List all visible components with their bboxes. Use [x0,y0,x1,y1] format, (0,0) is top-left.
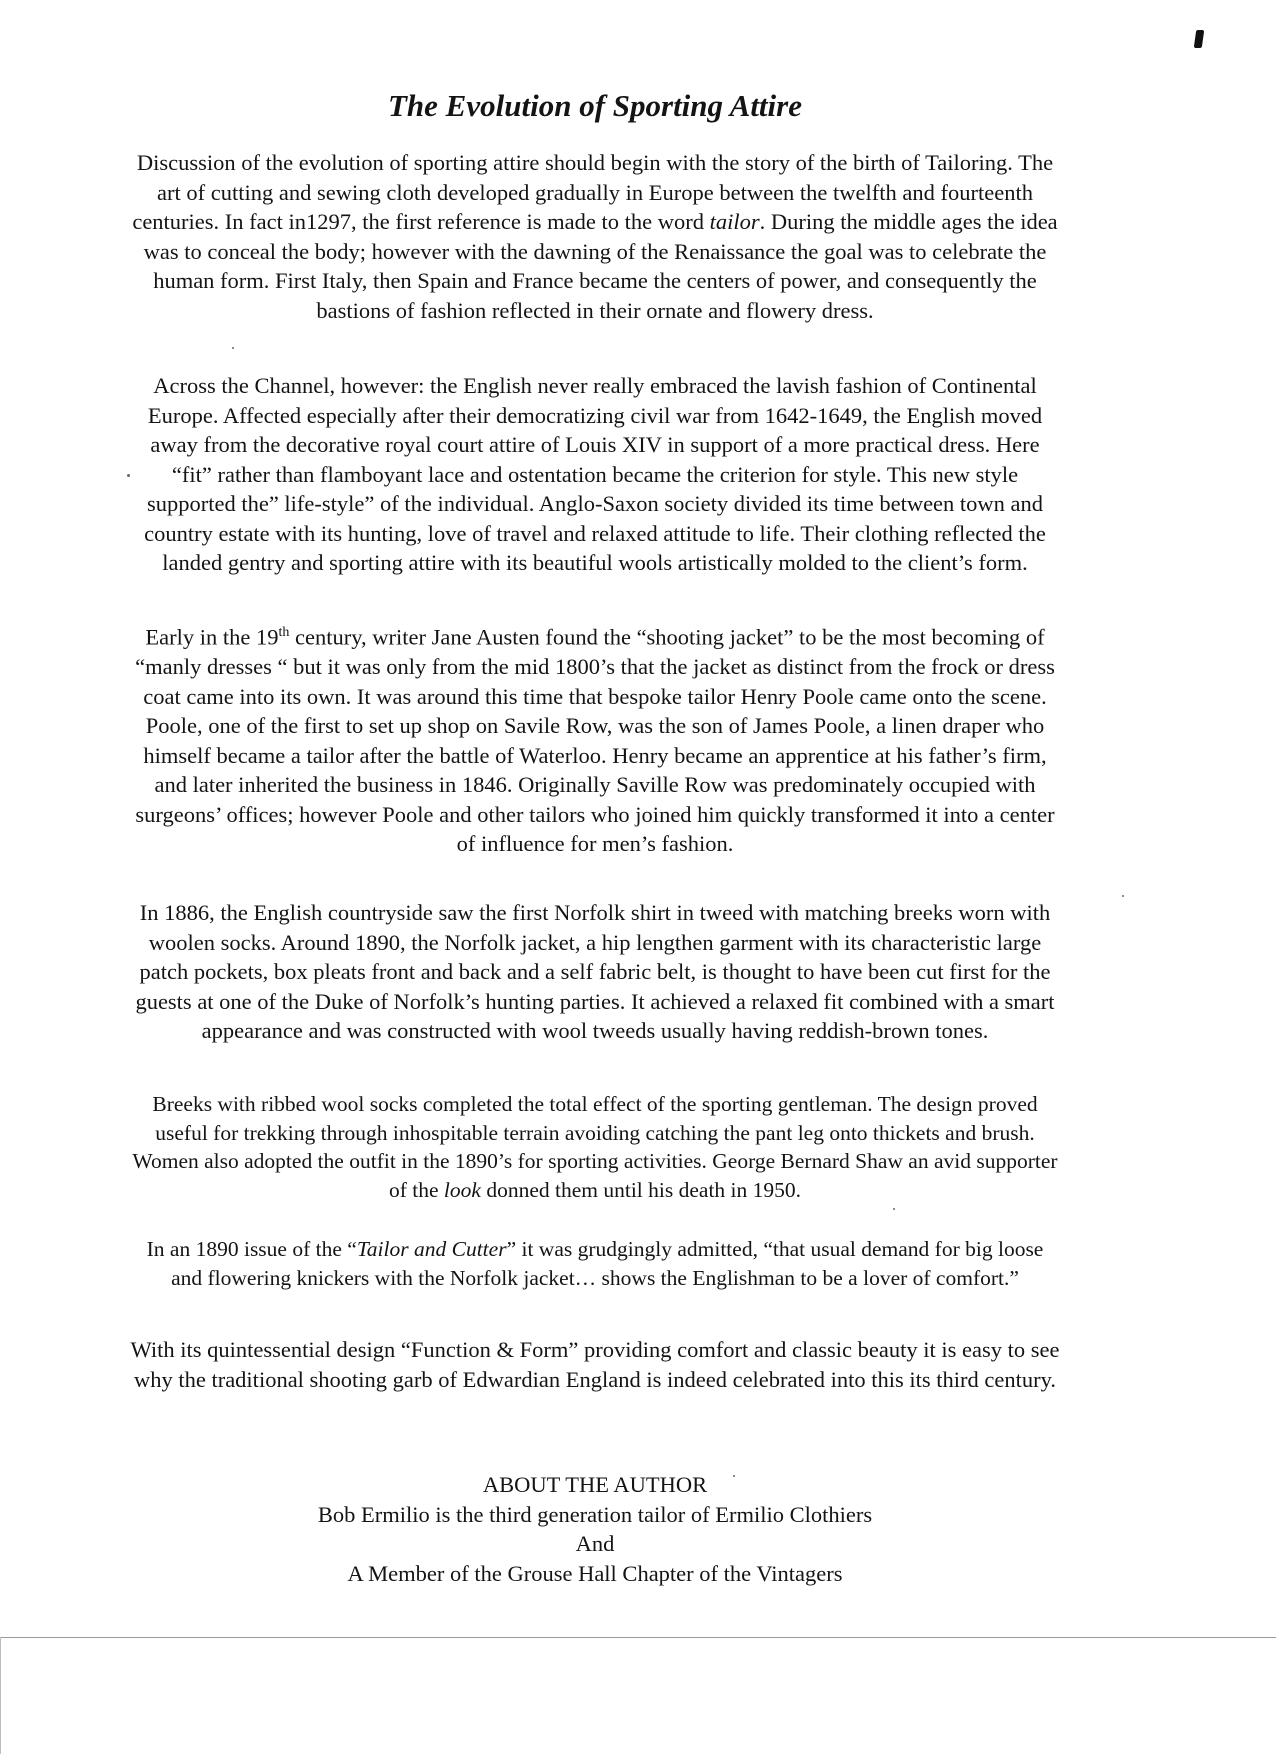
paragraph-1 [130,148,1060,325]
paragraph-6-emphasis: Tailor and Cutter [356,1237,507,1261]
paragraph-5-emphasis: look [443,1177,481,1202]
paragraph-2: Across the Channel, however: the English never really embraced the lavish fashion of Continental Europe. Affected especially after their democratizing civil war from 1642-1649, the English moved away from the decorative royal court attire of Louis XIV in support of a more practical dress. Here “fit” rather than flamboyant lace and ostentation became the criterion for style. This new style supported the” life-style” of the individual. Anglo-Saxon society divided its time between town and country estate with its hunting, love of travel and relaxed attitude to life. Their clothing reflected the landed gentry and sporting attire with its beautiful wools artistically molded to the client’s form. [144,373,1046,575]
paragraph-5-text-a: Breeks with ribbed wool socks completed the total effect of the sporting gentleman. The design proved useful for trekking through inhospitable terrain avoiding catching the pant leg onto thickets and brush. Women also adopted the outfit in the 1890’s for sporting activities. George Bernard Shaw an avid supporter of the [132,1092,1058,1202]
paragraph-1-text-b: . During the middle ages the idea was to conceal the body; however with the dawning of the Renaissance the goal was to celebrate the human form. First Italy, then Spain and France became the centers of power, and consequently the bastions of fashion reflected in their ornate and flowery dress. [143,209,1058,323]
scan-speck [893,1208,895,1210]
about-heading: ABOUT THE AUTHOR [482,1472,708,1497]
scan-speck [1122,895,1124,897]
scan-edge-line [0,1637,1276,1638]
paragraph-1-emphasis: tailor [709,209,760,234]
scan-speck [232,347,234,349]
paragraph-3-text-a: Early in the 19 [145,624,279,650]
scan-speck [733,1475,735,1477]
paragraph-5-text-b: donned them until his death in 1950. [480,1177,802,1202]
paragraph-7: With its quintessential design “Function & Form” providing comfort and classic beauty it is easy to see why the traditional shooting garb of Edwardian England is indeed celebrated into this its third century. [130,1337,1060,1392]
paragraph-3 [130,618,1060,859]
paragraph-6-text-a: In an 1890 issue of the “ [146,1237,357,1261]
paragraph-3-superscript: th [278,625,290,640]
about-line-2: And [575,1531,615,1556]
paragraph-6 [140,1235,1050,1292]
about-line-1: Bob Ermilio is the third generation tailor of Ermilio Clothiers [317,1501,873,1527]
paragraph-6-text-b: ” it was grudgingly admitted, “that usual demand for big loose and flowering knickers with the Norfolk jacket… shows the Englishman to be a lover of comfort.” [171,1237,1044,1290]
article-title: The Evolution of Sporting Attire [388,88,802,123]
paragraph-3-text-b: century, writer Jane Austen found the “shooting jacket” to be the most becoming of “manly dresses “ but it was only from the mid 1800’s that the jacket as distinct from the frock or dress coat came into its own. It was around this time that bespoke tailor Henry Poole came onto the scene. Poole, one of the first to set up shop on Savile Row, was the son of James Poole, a linen draper who himself became a tailor after the battle of Waterloo. Henry became an apprentice at his father’s firm, and later inherited the business in 1846. Originally Saville Row was predominately occupied with surgeons’ offices; however Poole and other tailors who joined him quickly transformed it into a center of influence for men’s fashion. [135,624,1055,856]
paragraph-1-text-a: Discussion of the evolution of sporting attire should begin with the story of the birth of Tailoring. The art of cutting and sewing cloth developed gradually in Europe between the twelfth and fourteenth centuries. In fact in1297, the first reference is made to the word [132,150,1054,234]
scan-edge-vertical [0,1637,1,1754]
scan-speck [127,474,130,477]
about-line-3: A Member of the Grouse Hall Chapter of the Vintagers [347,1560,843,1586]
paragraph-4: In 1886, the English countryside saw the first Norfolk shirt in tweed with matching breeks worn with woolen socks. Around 1890, the Norfolk jacket, a hip lengthen garment with its characteristic large patch pockets, box pleats front and back and a self fabric belt, is thought to have been cut first for the guests at one of the Duke of Norfolk’s hunting parties. It achieved a relaxed fit combined with a smart appearance and was constructed with wool tweeds usually having reddish-brown tones. [135,900,1055,1043]
page-corner-mark [1194,30,1205,48]
about-the-author [200,1470,990,1588]
paragraph-5 [130,1090,1060,1204]
